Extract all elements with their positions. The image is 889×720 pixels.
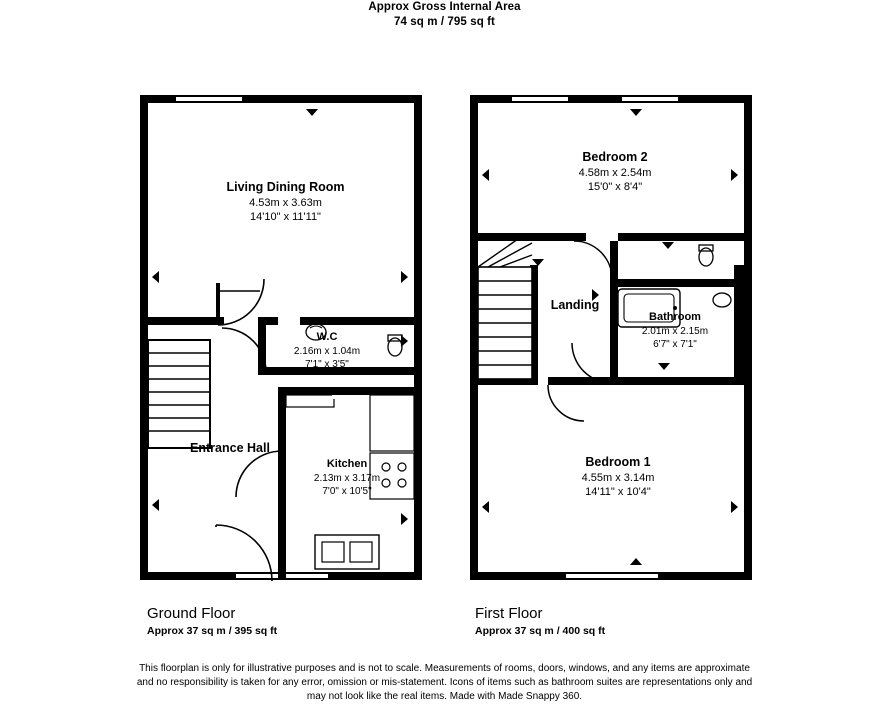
- gf-arrow-right-wc: [401, 335, 408, 347]
- gf-label-living-dining-room: [168, 180, 403, 224]
- ff-room-dim-metric: 2.01m x 2.15m: [641, 326, 709, 337]
- ground-floor-area: Approx 37 sq m / 395 sq ft: [147, 625, 278, 637]
- ff-label-bathroom: [620, 310, 730, 351]
- first-floor-caption: [475, 604, 605, 640]
- gf-label-wc: [272, 330, 382, 371]
- ground-floor-title: Ground Floor: [147, 605, 236, 622]
- gf-label-kitchen: [292, 457, 402, 498]
- gf-arrow-front-door: [306, 109, 318, 116]
- ff-room-name: Bathroom: [649, 311, 701, 323]
- gross-area-line2: 74 sq m / 795 sq ft: [394, 16, 495, 28]
- ff-room-name: Landing: [550, 298, 600, 312]
- gf-arrow-left-living: [152, 271, 159, 283]
- ff-label-bedroom-1: [523, 455, 713, 499]
- ff-room-dim-imperial: 14'11" x 10'4": [585, 486, 651, 498]
- gf-room-name: Kitchen: [326, 458, 368, 470]
- gf-label-entrance-hall: [155, 441, 305, 457]
- ff-arrow-top-bed2: [630, 109, 642, 116]
- ff-label-bedroom-2: [520, 150, 710, 194]
- gross-area-header: [0, 0, 889, 30]
- disclaimer-line-1: This floorplan is only for illustrative purposes and is not to scale. Measurements of rooms, doors, windows, and any items are approximate: [139, 663, 750, 674]
- gf-room-dim-imperial: 7'0" x 10'5": [322, 485, 372, 497]
- ff-arrow-left-bed1: [482, 501, 489, 513]
- gf-arrow-right-kitchen: [401, 513, 408, 525]
- first-floor-title: First Floor: [475, 605, 543, 622]
- gf-room-name: Entrance Hall: [190, 441, 270, 455]
- gf-arrow-left-hall: [152, 499, 159, 511]
- ff-room-name: Bedroom 1: [585, 455, 651, 469]
- gf-room-dim-metric: 4.53m x 3.63m: [249, 197, 322, 209]
- ff-arrow-right-bed1: [731, 501, 738, 513]
- gf-room-dim-imperial: 14'10" x 11'11": [250, 211, 321, 223]
- disclaimer-line-3: may not look like the real items. Made with Made Snappy 360.: [306, 691, 583, 702]
- first-floor-area: Approx 37 sq m / 400 sq ft: [475, 625, 606, 637]
- gf-arrow-right-living: [401, 271, 408, 283]
- ground-floor-caption: [147, 604, 277, 640]
- ff-arrow-bed2-door2: [532, 259, 544, 266]
- disclaimer: [0, 662, 889, 704]
- ff-arrow-left-bed2: [482, 169, 489, 181]
- ff-room-dim-metric: 4.55m x 3.14m: [581, 472, 655, 484]
- ff-room-dim-imperial: 15'0" x 8'4": [587, 181, 643, 193]
- ff-arrow-bath: [658, 363, 670, 370]
- gf-room-dim-metric: 2.13m x 3.17m: [313, 473, 381, 484]
- ff-arrow-bottom-bed1: [630, 558, 642, 565]
- ff-room-name: Bedroom 2: [582, 150, 648, 164]
- disclaimer-line-2: and no responsibility is taken for any error, omission or mis-statement. Icons of items such as bathroom suites are representations only and: [136, 677, 753, 688]
- gf-room-name: W.C: [316, 331, 338, 343]
- ff-room-dim-imperial: 6'7" x 7'1": [653, 338, 697, 350]
- ff-arrow-right-bed2: [731, 169, 738, 181]
- ff-arrow-bed2-door: [662, 242, 674, 249]
- ff-room-dim-metric: 4.58m x 2.54m: [578, 167, 652, 179]
- gf-room-dim-imperial: 7'1" x 3'5": [305, 358, 349, 370]
- gf-room-name: Living Dining Room: [226, 180, 345, 194]
- gf-room-dim-metric: 2.16m x 1.04m: [293, 346, 361, 357]
- gross-area-line1: Approx Gross Internal Area: [368, 1, 521, 13]
